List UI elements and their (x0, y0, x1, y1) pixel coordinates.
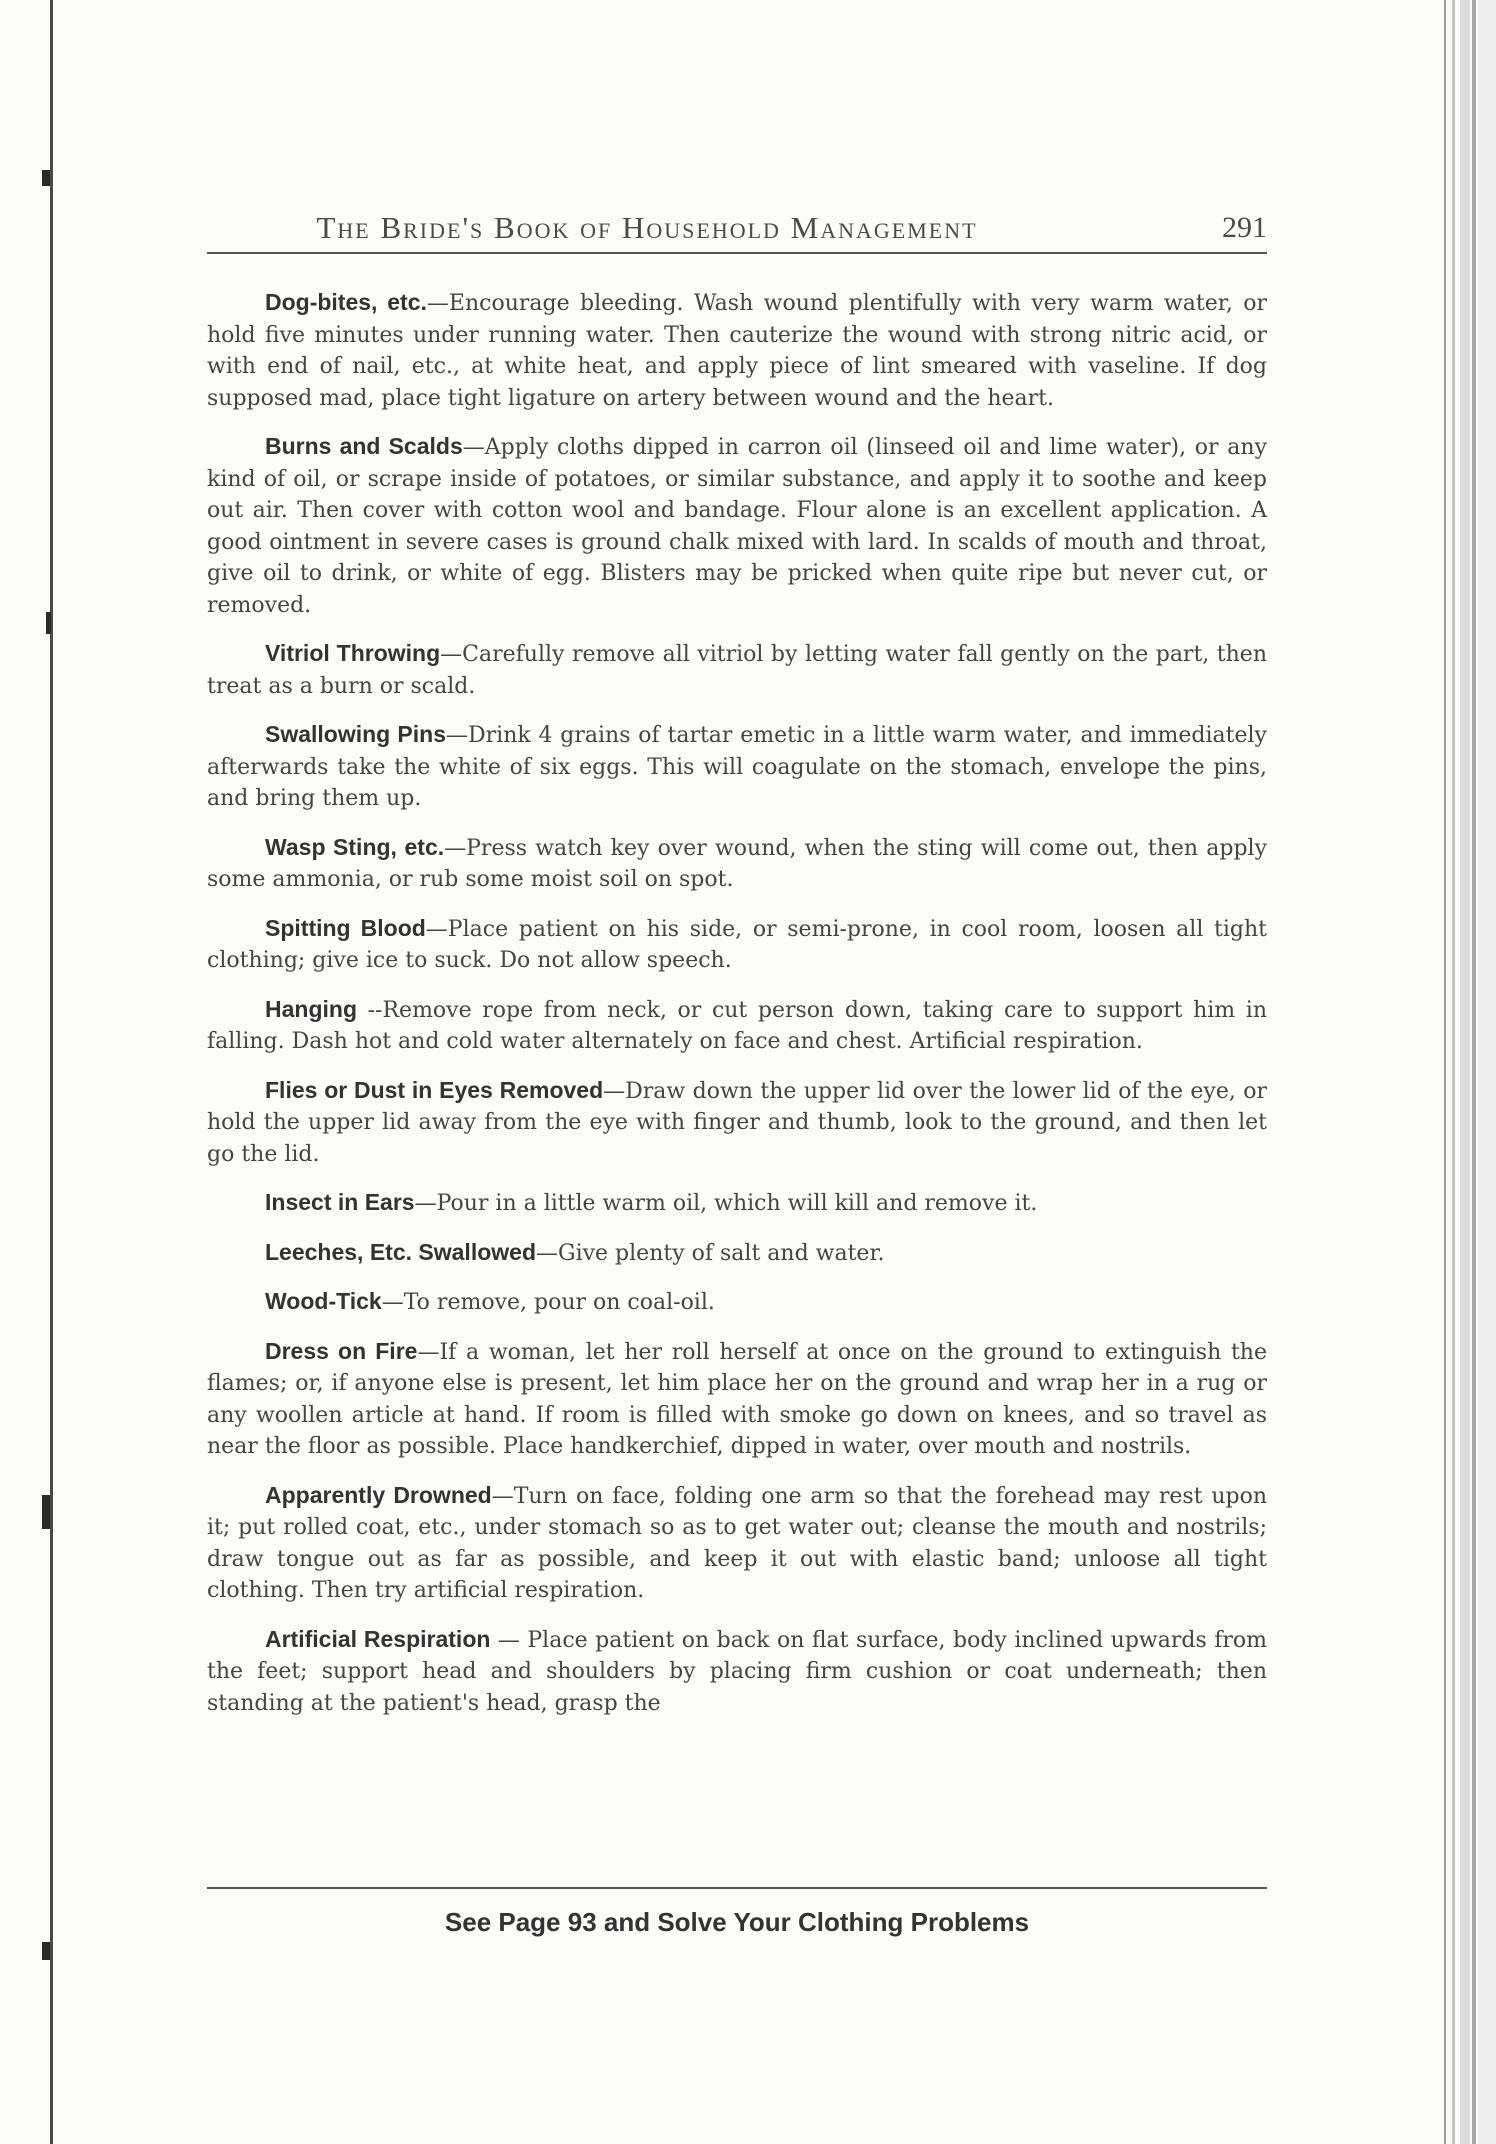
entry-text: —Drink 4 grains of tartar emetic in a little warm water, and immediately afterwards take the white of six eggs. This will coagulate on the stomach, envelope the pins, and bring them up. (207, 723, 1267, 811)
entry-text: —Press watch key over wound, when the sting will come out, then apply some ammonia, or rub some moist soil on spot. (207, 835, 1267, 892)
entry-text: —Carefully remove all vitriol by letting water fall gently on the part, then treat as a burn or scald. (207, 642, 1267, 699)
entry-term: Swallowing Pins (265, 721, 446, 747)
entry-term: Wood-Tick (265, 1288, 382, 1314)
entry-spitting-blood (207, 913, 1267, 977)
entry-leeches-swallowed (207, 1237, 1267, 1270)
entry-dog-bites (207, 287, 1267, 414)
entry-hanging (207, 994, 1267, 1058)
entry-wood-tick (207, 1286, 1267, 1319)
page-edge (1478, 0, 1496, 2144)
entry-term: Flies or Dust in Eyes Removed (265, 1076, 604, 1103)
page-edge (1452, 0, 1455, 2144)
entry-term: Insect in Ears (265, 1189, 415, 1215)
binding-edge (50, 0, 53, 2144)
binding-mark (46, 612, 51, 634)
binding-mark (42, 1942, 50, 1960)
entry-text: —Draw down the upper lid over the lower lid of the eye, or hold the upper lid away from the eye with finger and thumb, look to the ground, and then let go the lid. (207, 1078, 1267, 1167)
entry-term: Vitriol Throwing (265, 640, 441, 666)
page-edge (1444, 0, 1446, 2144)
entry-flies-or-dust-in-eyes (207, 1075, 1267, 1171)
body-text (207, 287, 1267, 1736)
entry-vitriol-throwing (207, 638, 1267, 702)
page-header (207, 206, 1267, 250)
entry-term: Dog-bites, etc. (265, 289, 427, 315)
running-title: The Bride's Book of Household Management (316, 210, 978, 245)
entry-text: —Give plenty of salt and water. (536, 1240, 885, 1266)
page-number: 291 (1222, 211, 1267, 244)
entry-apparently-drowned (207, 1480, 1267, 1607)
entry-swallowing-pins (207, 719, 1267, 815)
entry-text: —Encourage bleeding. Wash wound plentifully with very warm water, or hold five minutes under running water. Then cauterize the wound with strong nitric acid, or with end of nail, etc., at white heat, and apply piece of lint smeared with vaseline. If dog supposed mad, place tight ligature on artery between wound and the heart. (207, 291, 1268, 411)
entry-term: Leeches, Etc. Swallowed (265, 1238, 536, 1265)
footer-rule (207, 1887, 1267, 1889)
entry-text: —Place patient on his side, or semi-prone, in cool room, loosen all tight clothing; give ice to suck. Do not allow speech. (207, 916, 1267, 973)
entry-text: — Place patient on back on flat surface, body inclined upwards from the feet; support head and shoulders by placing firm cushion or coat underneath; then standing at the patient's head, grasp the (207, 1627, 1267, 1716)
entry-insect-in-ears (207, 1187, 1267, 1220)
entry-text: —If a woman, let her roll herself at once on the ground to extinguish the flames; or, if anyone else is present, let him place her on the ground and wrap her in a rug or any woollen article at hand. If room is filled with smoke go down on knees, and so travel as near the floor as possible. Place handkerchief, dipped in water, over mouth and nostrils. (207, 1339, 1267, 1459)
header-rule (207, 252, 1267, 254)
entry-term: Dress on Fire (265, 1337, 418, 1364)
entry-text: —To remove, pour on coal-oil. (381, 1290, 715, 1315)
entry-term: Hanging (265, 995, 357, 1022)
page-edge (1472, 0, 1476, 2144)
page-footer: See Page 93 and Solve Your Clothing Problems (444, 1907, 1030, 1937)
entry-term: Spitting Blood (265, 914, 426, 941)
page-edge (1460, 0, 1470, 2144)
entry-burns-and-scalds (207, 431, 1267, 621)
entry-term: Artificial Respiration (265, 1625, 491, 1652)
entry-wasp-sting (207, 832, 1267, 896)
entry-term: Burns and Scalds (265, 433, 463, 459)
binding-mark (42, 170, 50, 186)
entry-text: —Turn on face, folding one arm so that the forehead may rest upon it; put rolled coat, etc., under stomach so as to get water out; cleanse the mouth and nostrils; draw tongue out as far as possible, and keep it out with elastic band; unloose all tight clothing. Then try artificial respiration. (207, 1483, 1267, 1603)
entry-artificial-respiration (207, 1624, 1267, 1720)
binding-mark (42, 1495, 50, 1529)
entry-term: Wasp Sting, etc. (265, 833, 445, 860)
entry-dress-on-fire (207, 1336, 1267, 1463)
entry-text: --Remove rope from neck, or cut person down, taking care to support him in falling. Dash hot and cold water alternately on face and chest. Artificial respiration. (207, 997, 1267, 1054)
entry-term: Apparently Drowned (265, 1481, 492, 1508)
entry-text: —Pour in a little warm oil, which will kill and remove it. (414, 1191, 1038, 1216)
entry-text: —Apply cloths dipped in carron oil (linseed oil and lime water), or any kind of oil, or scrape inside of potatoes, or similar substance, and apply it to soothe and keep out air. Then cover with cotton wool and bandage. Flour alone is an excellent application. A good ointment in severe cases is ground chalk mixed with lard. In scalds of mouth and throat, give oil to drink, or white of egg. Blisters may be pricked when quite ripe but never cut, or removed. (207, 435, 1268, 618)
